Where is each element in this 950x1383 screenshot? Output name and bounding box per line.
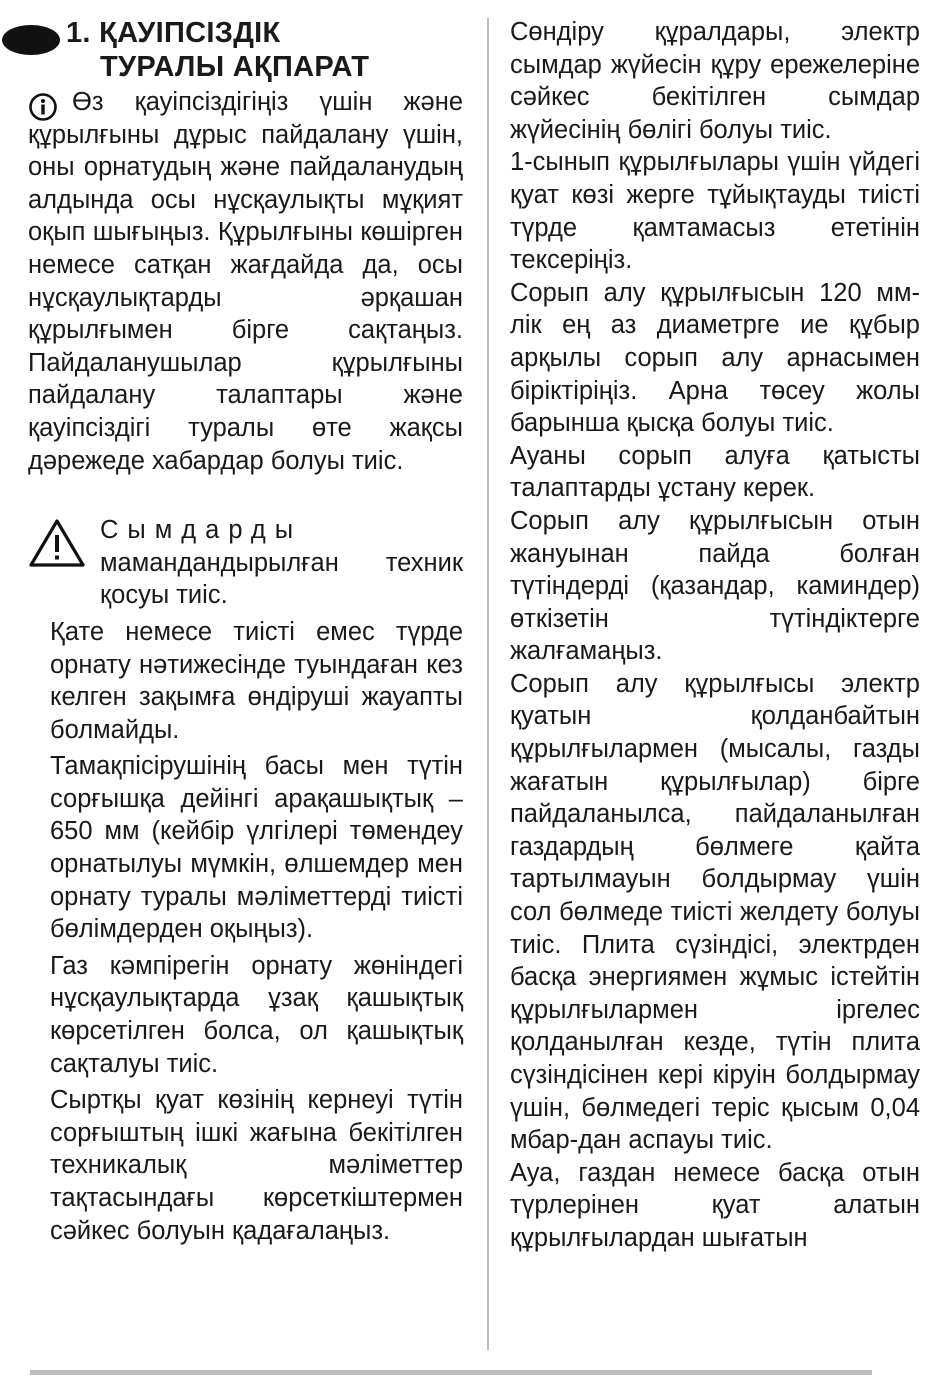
- right-column: [510, 16, 920, 1255]
- column-divider: [487, 18, 489, 1350]
- info-text: Өз қауіпсіздігіңіз үшін және құрылғыны дұрыс пайдалану үшін, оны орнатудың және пайдаланудың алдында осы нұсқаулықты мұқият оқып шығыңыз. Құрылғыны көшірген немесе сатқан жағдайда да, осы нұсқаулықтарды әрқашан құрылғымен бірге сақтаңыз. Пайдаланушылар құрылғыны пайдалану талаптары және қауіпсіздігі туралы өте жақсы дәрежеде хабардар болуы тиіс.: [28, 88, 463, 475]
- warning-text: [100, 514, 463, 612]
- right-paragraph-2: 1-сынып құрылғылары үшін үйдегі қуат көзі жерге тұйықтауды тиісті түрде қамтамасыз ететінін тексеріңіз.: [510, 148, 920, 275]
- right-paragraph-5: Сорып алу құрылғысын отын жануынан пайда болған түтіндерді (қазандар, каминдер) өткізетін түтіндіктерге жалғамаңыз.: [510, 506, 920, 666]
- left-paragraph-1: Қате немесе тиісті емес түрде орнату нәтижесінде туындаған кез келген зақымға өндіруші жауапты болмайды.: [50, 617, 463, 744]
- bottom-rule: [30, 1370, 872, 1375]
- left-paragraph-2: Тамақпісірушінің басы мен түтін сорғышқа дейінгі арақашықтық – 650 мм (кейбір үлгілері төмендеу орнатылуы мүмкін, өлшемдер мен орнату туралы мәліметтерді тиісті бөлімдерден оқыңыз).: [50, 752, 463, 944]
- left-paragraph-4: Сыртқы қуат көзінің кернеуі түтін сорғыштың ішкі жағына бекітілген техникалық мәліметтер тақтасындағы көрсеткіштермен сәйкес болуын қадағалаңыз.: [50, 1086, 463, 1245]
- warning-rest: мамандандырылған техник қосуы тиіс.: [100, 548, 463, 610]
- heading-line-2: ТУРАЛЫ АҚПАРАТ: [100, 51, 370, 83]
- info-paragraph: [28, 86, 463, 477]
- right-paragraph-7: Ауа, газдан немесе басқа отын түрлерінен қуат алатын құрылғылардан шығатын: [510, 1158, 920, 1252]
- section-marker-icon: [2, 25, 60, 55]
- right-paragraph-6: Сорып алу құрылғысы электр қуатын қолданбайтын құрылғылармен (мысалы, газды жағатын құрылғылар) бірге пайдаланылса, пайдаланылған газдардың бөлмеге қайта тартылмауын болдырмау үшін сол бөлмеде тиісті желдету болуы тиіс. Плита сүзіндісі, электрден басқа энергиямен жұмыс істейтін құрылғылармен іргелес қолданылған кезде, түтін плита сүзіндісінен кері кіруін болдырмау үшін, бөлмедегі теріс қысым 0,04 мбар-дан аспауы тиіс.: [510, 669, 920, 1155]
- heading-line-1: 1. ҚАУІПСІЗДІК: [66, 17, 281, 49]
- right-paragraph-1: Сөндіру құралдары, электр сымдар жүйесін құру ережелеріне сәйкес бекітілген сымдар жүйесінің бөлігі болуы тиіс.: [510, 18, 920, 144]
- right-paragraph-4: Ауаны сорып алуға қатысты талаптарды ұстану керек.: [510, 441, 920, 503]
- info-circle-icon: [28, 92, 58, 122]
- section-heading: [28, 16, 463, 84]
- warning-block: [28, 514, 463, 612]
- right-paragraph-3: Сорып алу құрылғысын 120 мм-лік ең аз диаметрге ие құбыр арқылы сорып алу арнасымен біріктіріңіз. Арна төсеу жолы барынша қысқа болуы тиіс.: [510, 278, 920, 438]
- warning-triangle-icon: [28, 518, 86, 568]
- warning-word: Сымдарды: [100, 516, 303, 545]
- left-column: [28, 16, 463, 1247]
- left-paragraph-3: Газ кәмпірегін орнату жөніндегі нұсқаулықтарда ұзақ қашықтық көрсетілген болса, ол қашықтық сақталуы тиіс.: [50, 951, 463, 1078]
